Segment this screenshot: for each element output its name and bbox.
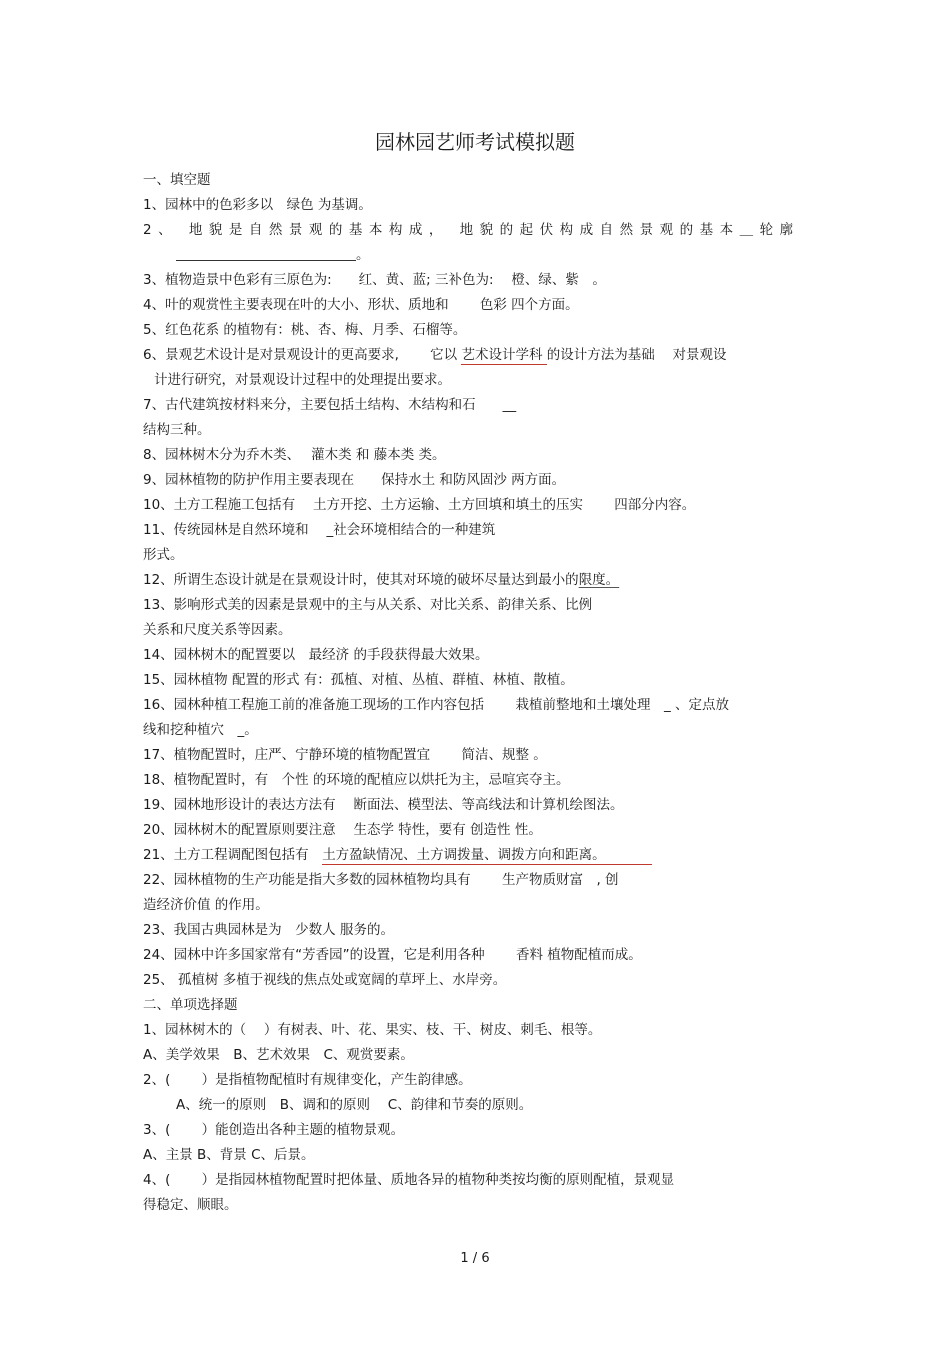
question-13: 13、影响形式美的因素是景观中的主与从关系、对比关系、韵律关系、比例 <box>143 597 593 613</box>
question-2: 2、 地貌是自然景观的基本构成， 地貌的起伏构成自然景观的基本＿轮廓 <box>143 222 800 238</box>
question-6-cont: 计进行研究，对景观设计过程中的处理提出要求。 <box>154 372 451 388</box>
question-1: 1、园林中的色彩多以 绿色 为基调。 <box>143 197 372 213</box>
question-6: 6、景观艺术设计是对景观设计的更高要求, 它以 艺术设计学科 的设计方法为基础 对景观设 <box>143 347 727 363</box>
question-18: 18、植物配置时，有 个性 的环境的配植应以烘托为主，忌喧宾夺主。 <box>143 772 570 788</box>
question-17: 17、植物配置时，庄严、宁静环境的植物配置宜 简洁、规整 。 <box>143 747 547 763</box>
choice-question-4: 4、( ）是指园林植物配置时把体量、质地各异的植物种类按均衡的原则配植，景观显 <box>143 1172 675 1188</box>
question-9: 9、园林植物的防护作用主要表现在 保持水土 和防风固沙 两方面。 <box>143 472 566 488</box>
question-12: 12、所谓生态设计就是在景观设计时，使其对环境的破坏尽量达到最小的限度。 <box>143 572 620 588</box>
question-4: 4、叶的观赏性主要表现在叶的大小、形状、质地和 色彩 四个方面。 <box>143 297 579 313</box>
underlined-answer: 限度。 <box>578 572 620 588</box>
section-single-choice: 二、单项选择题 <box>143 997 238 1013</box>
choice-question-1: 1、园林树木的（ ）有树表、叶、花、果实、枝、干、树皮、刺毛、根等。 <box>143 1022 602 1038</box>
question-3: 3、植物造景中色彩有三原色为: 红、黄、蓝; 三补色为: 橙、绿、紫 。 <box>143 272 606 288</box>
question-16: 16、园林种植工程施工前的准备施工现场的工作内容包括 栽植前整地和土壤处理 _ 、定点放 <box>143 697 730 713</box>
question-8: 8、园林树木分为乔木类、 灌木类 和 藤本类 类。 <box>143 447 446 463</box>
question-19: 19、园林地形设计的表达方法有 断面法、模型法、等高线法和计算机绘图法。 <box>143 797 624 813</box>
question-16-cont: 线和挖种植穴 _。 <box>143 722 258 738</box>
question-2-cont: 。 <box>143 243 813 268</box>
question-23: 23、我国古典园林是为 少数人 服务的。 <box>143 922 394 938</box>
question-14: 14、园林树木的配置要以 最经济 的手段获得最大效果。 <box>143 647 489 663</box>
question-7: 7、古代建筑按材料来分，主要包括土结构、木结构和石 __ <box>143 397 517 413</box>
underlined-answer: 艺术设计学科 <box>461 347 547 363</box>
question-22: 22、园林植物的生产功能是指大多数的园林植物均具有 生产物质财富 , 创 <box>143 872 619 888</box>
question-11-cont: 形式。 <box>143 547 184 563</box>
answer-blank <box>176 246 356 261</box>
choice-question-2: 2、( ）是指植物配植时有规律变化，产生韵律感。 <box>143 1072 472 1088</box>
choice-options-3: A、主景 B、背景 C、后景。 <box>143 1147 315 1163</box>
choice-options-1: A、美学效果 B、艺术效果 C、观赏要素。 <box>143 1047 414 1063</box>
question-20: 20、园林树木的配置原则要注意 生态学 特性，要有 创造性 性。 <box>143 822 542 838</box>
question-11: 11、传统园林是自然环境和 _社会环境相结合的一种建筑 <box>143 522 496 538</box>
question-5: 5、红色花系 的植物有：桃、杏、梅、月季、石榴等。 <box>143 322 467 338</box>
choice-question-4-cont: 得稳定、顺眼。 <box>143 1197 238 1213</box>
question-13-cont: 关系和尺度关系等因素。 <box>143 622 292 638</box>
question-25: 25、 孤植树 多植于视线的焦点处或宽阔的草坪上、水岸旁。 <box>143 972 507 988</box>
question-10: 10、土方工程施工包括有 土方开挖、土方运输、土方回填和填土的压实 四部分内容。 <box>143 497 696 513</box>
question-24: 24、园林中许多国家常有“芳香园”的设置，它是利用各种 香料 植物配植而成。 <box>143 947 642 963</box>
question-7-cont: 结构三种。 <box>143 422 211 438</box>
section-fill-in-blank: 一、填空题 <box>143 172 211 188</box>
question-22-cont: 造经济价值 的作用。 <box>143 897 269 913</box>
question-21: 21、土方工程调配图包括有 土方盈缺情况、土方调拨量、调拨方向和距离。 <box>143 843 813 868</box>
underlined-answer: 土方盈缺情况、土方调拨量、调拨方向和距离。 <box>322 847 652 865</box>
document-title: 园林园艺师考试模拟题 <box>375 130 575 154</box>
document-body <box>143 168 813 1218</box>
page-number: 1 / 6 <box>460 1251 490 1266</box>
question-15: 15、园林植物 配置的形式 有：孤植、对植、丛植、群植、林植、散植。 <box>143 672 574 688</box>
choice-options-2: A、统一的原则 B、调和的原则 C、韵律和节奏的原则。 <box>176 1097 533 1113</box>
choice-question-3: 3、( ）能创造出各种主题的植物景观。 <box>143 1122 405 1138</box>
